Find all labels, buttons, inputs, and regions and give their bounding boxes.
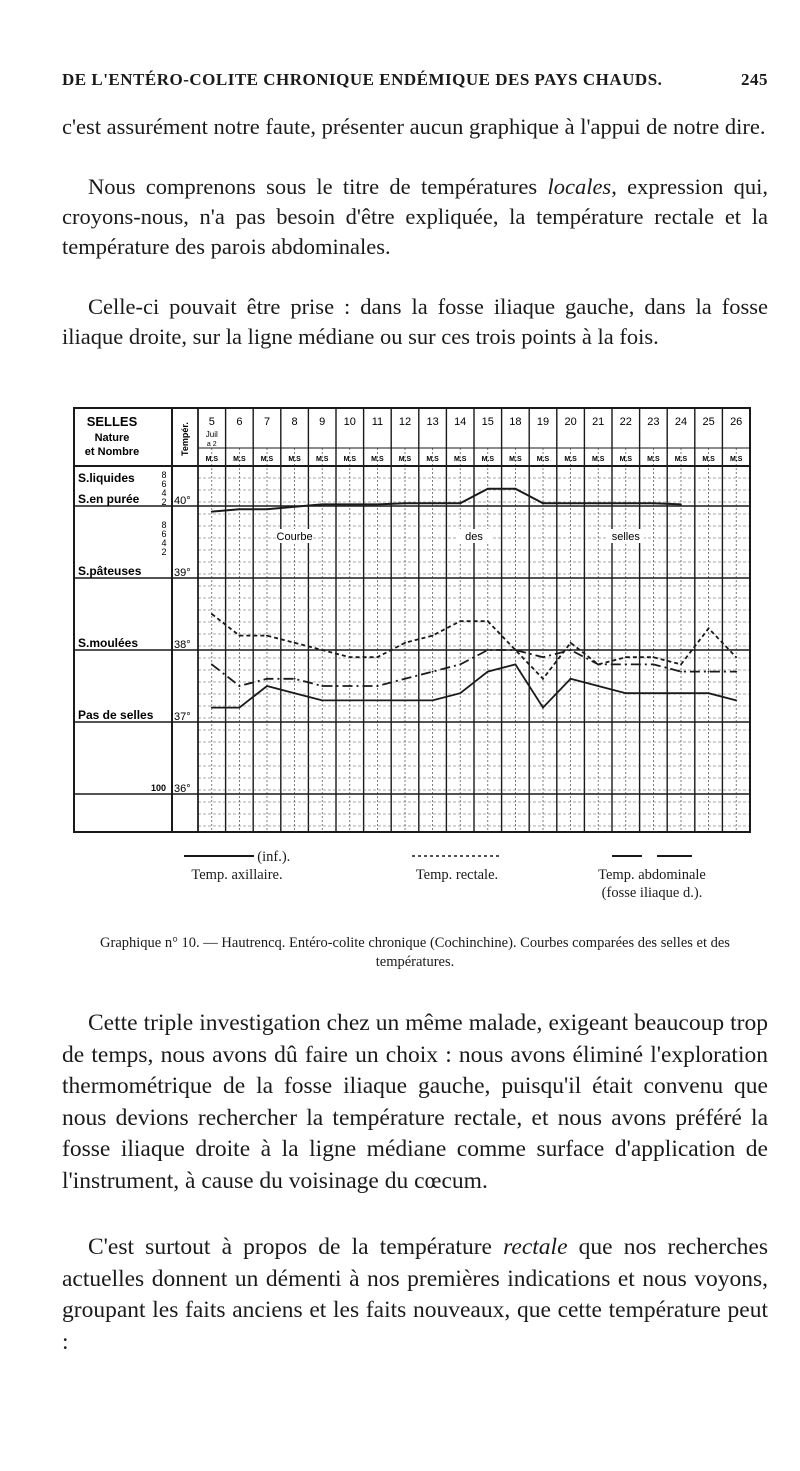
series-point [349, 700, 351, 702]
caption-text: — Hautrencq. Entéro-colite chronique (Cochinchine). Courbes comparées des selles et des températures. [199, 935, 730, 970]
caption-number: Graphique n° 10. [100, 935, 200, 951]
chart-outer-border [74, 408, 750, 832]
series-point [653, 664, 655, 666]
curve-annotation: selles [611, 531, 640, 543]
ms-label: M.S [702, 456, 715, 463]
legend-rectal-swatch [412, 851, 502, 861]
chart-labels [78, 414, 743, 795]
day-label: 7 [263, 416, 271, 428]
day-label: 11 [371, 416, 384, 428]
series-point [515, 649, 517, 651]
day-label: 9 [319, 416, 326, 428]
series-point [266, 685, 268, 687]
legend-rectal-label: Temp. rectale. [415, 867, 499, 883]
series-point [680, 671, 682, 673]
series-point [377, 700, 379, 702]
series-point [597, 685, 599, 687]
ms-label: M.S [509, 456, 522, 463]
series-point [459, 620, 461, 622]
series-point [266, 508, 268, 510]
day-label: 25 [702, 416, 715, 428]
chart-grid [74, 408, 750, 832]
legend-inf-label: (inf.). [257, 849, 291, 865]
selles-header-2: Nature [94, 432, 130, 444]
series-point [294, 642, 296, 644]
ms-label: M.S [453, 456, 467, 463]
paragraph-2-start: Nous comprenons sous le titre de températures [88, 174, 548, 199]
series-point [625, 664, 627, 666]
series-point [239, 508, 241, 510]
series-point [459, 692, 461, 694]
row-count-number: 6 [161, 529, 167, 539]
series-point [625, 502, 627, 504]
paragraph-5-end: que nos recherches actuelles donnent un démenti à nos premières indications et nous voyons, groupant les faits anciens et les faits nouveaux, que cette température peut : [62, 1234, 769, 1355]
series-point [294, 692, 296, 694]
temperature-label: 40° [174, 495, 191, 507]
day-label: 8 [291, 416, 298, 428]
row-label: S.pâteuses [78, 564, 142, 578]
day-label: 19 [536, 416, 550, 428]
series-point [708, 692, 710, 694]
series-point [680, 504, 682, 506]
series-point [211, 707, 213, 709]
series-point [211, 613, 213, 615]
series-point [515, 488, 517, 490]
row-count-number: 4 [161, 538, 167, 548]
legend-abdominal-swatch [612, 851, 692, 861]
day-label: 5 [208, 416, 215, 428]
series-point [432, 502, 434, 504]
paragraph-2-end: , expression qui, croyons-nous, n'a pas besoin d'être expliquée, la température rectale et la température des parois abdominales. [62, 174, 769, 259]
ms-label: M.S [205, 456, 219, 463]
running-title: DE L'ENTÉRO-COLITE CHRONIQUE ENDÉMIQUE DES PAYS CHAUDS. [62, 70, 663, 89]
row-label: S.moulées [78, 636, 139, 650]
series-point [653, 656, 655, 658]
series-point [570, 649, 572, 651]
series-point [515, 664, 517, 666]
series-point [239, 685, 241, 687]
paragraph-2-emphasis: locales [547, 174, 612, 199]
paragraph-3: Celle-ci pouvait être prise : dans la fosse iliaque gauche, dans la fosse iliaque droite, sur la ligne médiane ou sur ces trois points à la fois. [62, 294, 768, 349]
day-label: 6 [236, 416, 243, 428]
series-point [432, 671, 434, 673]
series-point [404, 642, 406, 644]
day-label: 20 [564, 416, 577, 428]
ms-label: M.S [729, 456, 743, 463]
temperature-chart-figure [72, 400, 762, 840]
legend-abdominal-label-2: (fosse iliaque d.). [601, 885, 703, 901]
series-point [625, 656, 627, 658]
series-point [349, 656, 351, 658]
temperature-label: 37° [174, 711, 191, 723]
series-point [597, 502, 599, 504]
series-point [735, 656, 737, 658]
series-point [321, 649, 323, 651]
temp-header: Tempér. [180, 422, 190, 456]
series-point [294, 678, 296, 680]
series-point [735, 700, 737, 702]
first-day-month: Juil [205, 430, 218, 439]
row-count-number: 8 [161, 470, 167, 480]
series-point [321, 685, 323, 687]
ms-label: M.S [564, 456, 577, 463]
legend-abdominal-label-1: Temp. abdominale [598, 867, 706, 883]
day-label: 22 [619, 416, 632, 428]
temperature-chart [72, 400, 762, 840]
selles-header-1: SELLES [86, 414, 138, 429]
legend-rectal [372, 848, 542, 884]
ms-label: M.S [674, 456, 688, 463]
series-point [432, 700, 434, 702]
series-point [708, 628, 710, 630]
ms-label: M.S [647, 456, 660, 463]
day-label: 15 [481, 416, 494, 428]
legend-axillary-label: Temp. axillaire. [191, 867, 283, 883]
day-label: 21 [592, 416, 605, 428]
row-label: 100 [150, 783, 166, 793]
series-point [459, 664, 461, 666]
chart-legend [72, 848, 762, 908]
ms-label: M.S [288, 456, 301, 463]
series-point [404, 502, 406, 504]
ms-label: M.S [398, 456, 412, 463]
series-point [266, 678, 268, 680]
ms-label: M.S [481, 456, 495, 463]
series-point [570, 502, 572, 504]
series-point [542, 707, 544, 709]
curve-annotation: des [465, 531, 483, 543]
series-point [321, 700, 323, 702]
series-point [349, 504, 351, 506]
series-point [459, 502, 461, 504]
series-point [377, 656, 379, 658]
day-label: 14 [454, 416, 467, 428]
ms-label: M.S [315, 456, 329, 463]
series-point [266, 635, 268, 637]
row-count-number: 8 [161, 520, 167, 530]
series-point [321, 504, 323, 506]
series-point [735, 671, 737, 673]
paragraph-5-start: C'est surtout à propos de la température [88, 1234, 504, 1260]
row-count-number: 6 [161, 479, 167, 489]
row-count-number: 4 [161, 488, 167, 498]
series-point [487, 620, 489, 622]
paragraph-2 [62, 172, 768, 262]
selles-header-3: et Nombre [84, 446, 140, 458]
day-label: 13 [426, 416, 439, 428]
ms-label: M.S [426, 456, 439, 463]
chart-frame [74, 408, 750, 832]
ms-label: M.S [619, 456, 633, 463]
legend-axillary [152, 848, 322, 884]
paragraph-5-emphasis: rectale [503, 1234, 568, 1260]
ms-label: M.S [343, 456, 357, 463]
series-point [432, 635, 434, 637]
series-point [211, 511, 213, 513]
series-point [487, 649, 489, 651]
series-point [597, 664, 599, 666]
series-point [239, 707, 241, 709]
series-point [487, 671, 489, 673]
ms-label: M.S [371, 456, 384, 463]
series-point [211, 664, 213, 666]
series-point [653, 502, 655, 504]
series-point [653, 692, 655, 694]
paragraph-5 [62, 1232, 768, 1358]
ms-label: M.S [536, 456, 550, 463]
legend-abdominal [552, 848, 752, 902]
series-point [239, 635, 241, 637]
row-count-number: 2 [161, 497, 167, 507]
row-label: S.liquides [78, 471, 135, 485]
figure-caption [62, 934, 768, 972]
temperature-label: 36° [174, 783, 191, 795]
temperature-label: 38° [174, 639, 191, 651]
series-point [680, 692, 682, 694]
running-head [62, 70, 768, 90]
day-label: 23 [647, 416, 660, 428]
series-point [487, 488, 489, 490]
temperature-label: 39° [174, 567, 191, 579]
series-point [570, 642, 572, 644]
series-point [404, 678, 406, 680]
day-label: 10 [343, 416, 356, 428]
row-count-number: 2 [161, 547, 167, 557]
series-point [542, 502, 544, 504]
day-label: 12 [398, 416, 412, 428]
row-label: S.en purée [78, 492, 140, 506]
series-point [377, 685, 379, 687]
series-point [377, 504, 379, 506]
series-point [349, 685, 351, 687]
day-label: 18 [509, 416, 522, 428]
row-label: Pas de selles [78, 708, 154, 722]
page-number: 245 [741, 70, 768, 89]
curve-annotation: Courbe [276, 531, 313, 543]
series-point [542, 678, 544, 680]
series-point [625, 692, 627, 694]
series-point [708, 671, 710, 673]
series-point [404, 700, 406, 702]
ms-label: M.S [260, 456, 274, 463]
ms-label: M.S [591, 456, 605, 463]
legend-axillary-swatch [184, 851, 254, 861]
day-label: 26 [730, 416, 743, 428]
day-label: 24 [674, 416, 688, 428]
first-day-sub: a 2 [206, 441, 217, 448]
series-point [570, 678, 572, 680]
paragraph-1: c'est assurément notre faute, présenter aucun graphique à l'appui de notre dire. [62, 114, 766, 139]
series-point [680, 664, 682, 666]
series-point [542, 656, 544, 658]
ms-label: M.S [233, 456, 246, 463]
paragraph-4: Cette triple investigation chez un même malade, exigeant beaucoup trop de temps, nous avons dû faire un choix : nous avons éliminé l'exploration thermométrique de la fosse iliaque gauche, puisqu'il était convenu que nous devions rechercher la température rectale, et nous avons préféré la fosse iliaque droite à la ligne médiane comme surface d'application de l'instrument, à cause du voisinage du cœcum. [62, 1010, 768, 1194]
series-point [294, 506, 296, 508]
